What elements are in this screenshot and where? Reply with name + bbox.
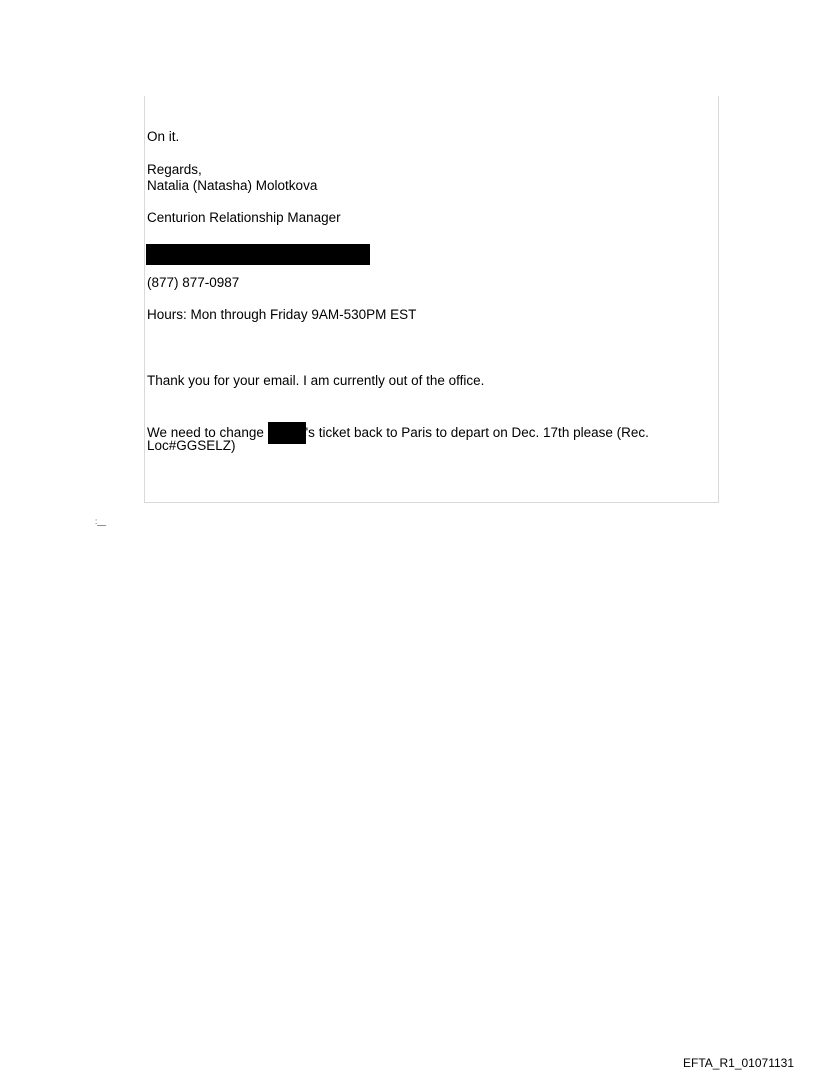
reply-text: On it.: [147, 129, 180, 144]
request-text-start: We need to change: [147, 425, 264, 440]
signature-title: Centurion Relationship Manager: [147, 210, 341, 225]
request-text-end: 's ticket back to Paris to depart on Dec. 17th please (Rec.: [305, 425, 649, 440]
document-id: EFTA_R1_01071131: [683, 1056, 794, 1070]
signature-phone: (877) 877-0987: [147, 275, 240, 290]
redaction-bar-email: [146, 244, 370, 265]
redaction-bar-name: [268, 422, 306, 444]
signature-closing: Regards,: [147, 162, 202, 177]
stray-mark: :__: [95, 517, 107, 526]
auto-reply-text: Thank you for your email. I am currently out of the office.: [147, 373, 485, 388]
signature-name: Natalia (Natasha) Molotkova: [147, 178, 318, 193]
signature-hours: Hours: Mon through Friday 9AM-530PM EST: [147, 307, 417, 322]
request-line-2: Loc#GGSELZ): [147, 438, 236, 453]
